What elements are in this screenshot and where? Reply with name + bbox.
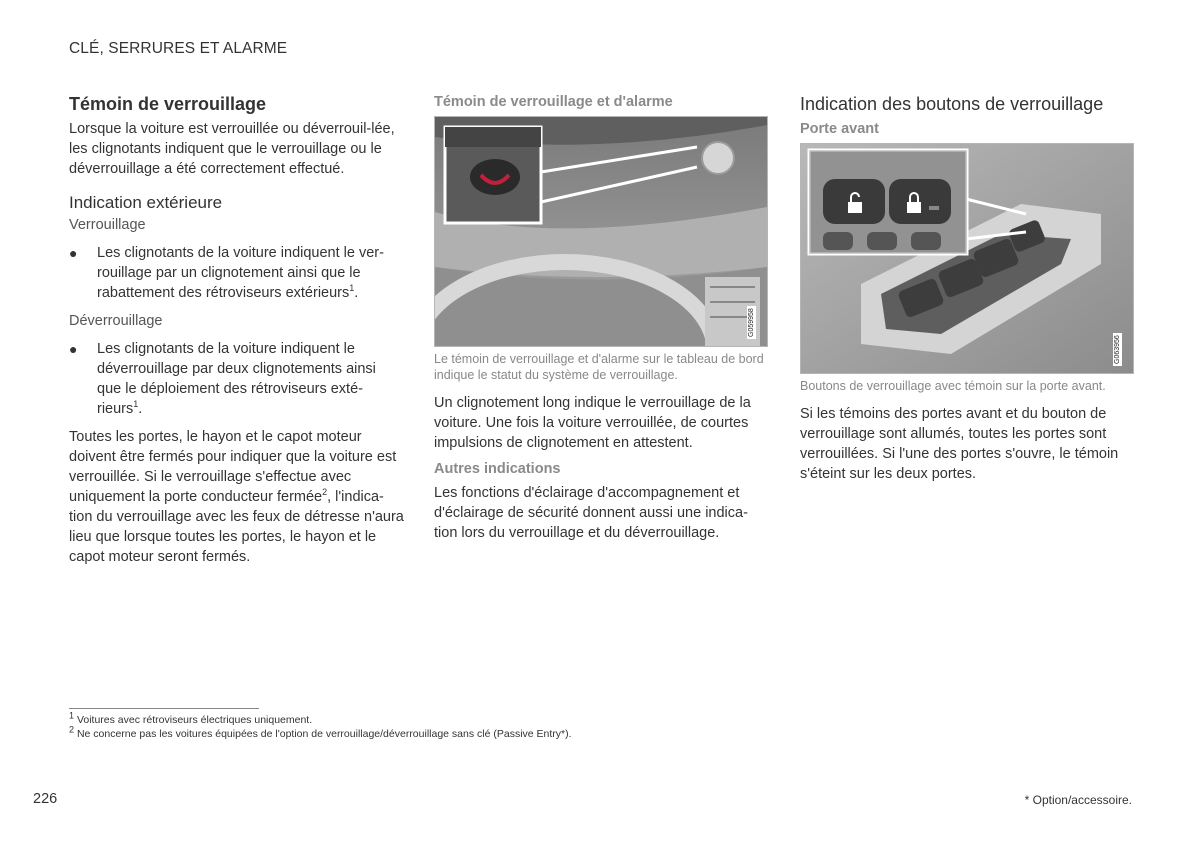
heading-other-indications: Autres indications — [434, 461, 561, 477]
figure-dashboard-indicator — [434, 116, 768, 347]
label-locking: Verrouillage — [69, 217, 146, 233]
dashboard-illustration — [435, 117, 767, 346]
footnote-1 — [69, 710, 769, 727]
footnote-number: 1 — [69, 710, 75, 721]
doors-paragraph-b: , l'indica-tion du verrouillage avec les feux de détresse n'aura lieu que lorsque toutes les portes, le hayon et le capot moteur seront fermés. — [69, 489, 404, 565]
figure-code: G063956 — [1114, 335, 1121, 364]
heading-lock-buttons: Indication des boutons de verrouillage — [800, 94, 1104, 114]
bullet-locking: ● Les clignotants de la voiture indiquent le ver-rouillage par un clignotement ainsi que le rabattement des rétroviseurs extérieurs$^1$. — [69, 245, 384, 301]
heading-lock-indicator: Témoin de verrouillage — [69, 94, 267, 114]
figure-caption-dashboard: Le témoin de verrouillage et d'alarme sur le tableau de bord indique le statut du système de verrouillage. — [434, 352, 764, 382]
footnote-ref: 1 — [133, 399, 139, 410]
bullet-unlocking: ● Les clignotants de la voiture indiquent le déverrouillage par deux clignotements ainsi que le déploiement des rétroviseurs exté-rieurs$^1$. — [69, 341, 376, 417]
footnote-text: Ne concerne pas les voitures équipées de l'option de verrouillage/déverrouillage sans clé (Passive Entry*). — [76, 728, 572, 740]
label-unlocking: Déverrouillage — [69, 313, 163, 329]
heading-exterior-indication: Indication extérieure — [69, 193, 223, 212]
figure-title-lock-alarm: Témoin de verrouillage et d'alarme — [434, 94, 673, 110]
figure-code: G059958 — [748, 308, 755, 337]
bullet-dot: ● — [69, 245, 78, 261]
lock-buttons-paragraph: Si les témoins des portes avant et du bouton de verrouillage sont allumés, toutes les portes sont verrouillées. Si l'une des portes s'ouvre, le témoin s'éteint sur les deux portes. — [800, 406, 1119, 482]
column-lock-indicator — [69, 94, 404, 575]
door-panel-illustration — [801, 144, 1133, 373]
bullet-locking-text: Les clignotants de la voiture indiquent le ver-rouillage par un clignotement ainsi que le rabattement des rétroviseurs extérieurs — [97, 245, 384, 301]
footnote-divider — [69, 708, 259, 709]
section-header: CLÉ, SERRURES ET ALARME — [69, 40, 288, 57]
page-number: 226 — [33, 791, 58, 807]
figure-door-buttons — [800, 143, 1134, 374]
doors-paragraph — [69, 427, 404, 567]
footnote-2 — [69, 724, 769, 741]
lighting-paragraph: Les fonctions d'éclairage d'accompagnement et d'éclairage de sécurité donnent aussi une indica-tion lors du verrouillage et du déverrouillage. — [434, 485, 748, 541]
footnote-ref: 2 — [322, 487, 328, 498]
intro-paragraph: Lorsque la voiture est verrouillée ou déverrouil-lée, les clignotants indiquent que le verrouillage ou le déverrouillage a été correctement effectué. — [69, 121, 395, 177]
figure-caption-door: Boutons de verrouillage avec témoin sur la porte avant. — [800, 379, 1106, 393]
column-lock-alarm — [434, 94, 768, 551]
footnote-number: 2 — [69, 724, 75, 735]
footnotes — [69, 708, 769, 741]
column-lock-buttons — [800, 94, 1134, 492]
doors-paragraph-a: Toutes les portes, le hayon et le capot moteur doivent être fermés pour indiquer que la voiture est verrouillée. Si le verrouillage s'effectue avec uniquement la porte conducteur fermée — [69, 429, 397, 505]
bullet-unlocking-text: Les clignotants de la voiture indiquent le déverrouillage par deux clignotements ainsi que le déploiement des rétroviseurs exté-rieurs — [97, 341, 376, 417]
footnote-text: Voitures avec rétroviseurs électriques uniquement. — [76, 714, 313, 726]
footnote-ref: 1 — [349, 283, 355, 294]
figure-title-front-door: Porte avant — [800, 121, 879, 137]
blink-paragraph: Un clignotement long indique le verrouillage de la voiture. Une fois la voiture verrouillée, de courtes impulsions de clignotement en attestent. — [434, 395, 751, 451]
bullet-dot: ● — [69, 341, 78, 357]
option-note: * Option/accessoire. — [1024, 793, 1132, 807]
